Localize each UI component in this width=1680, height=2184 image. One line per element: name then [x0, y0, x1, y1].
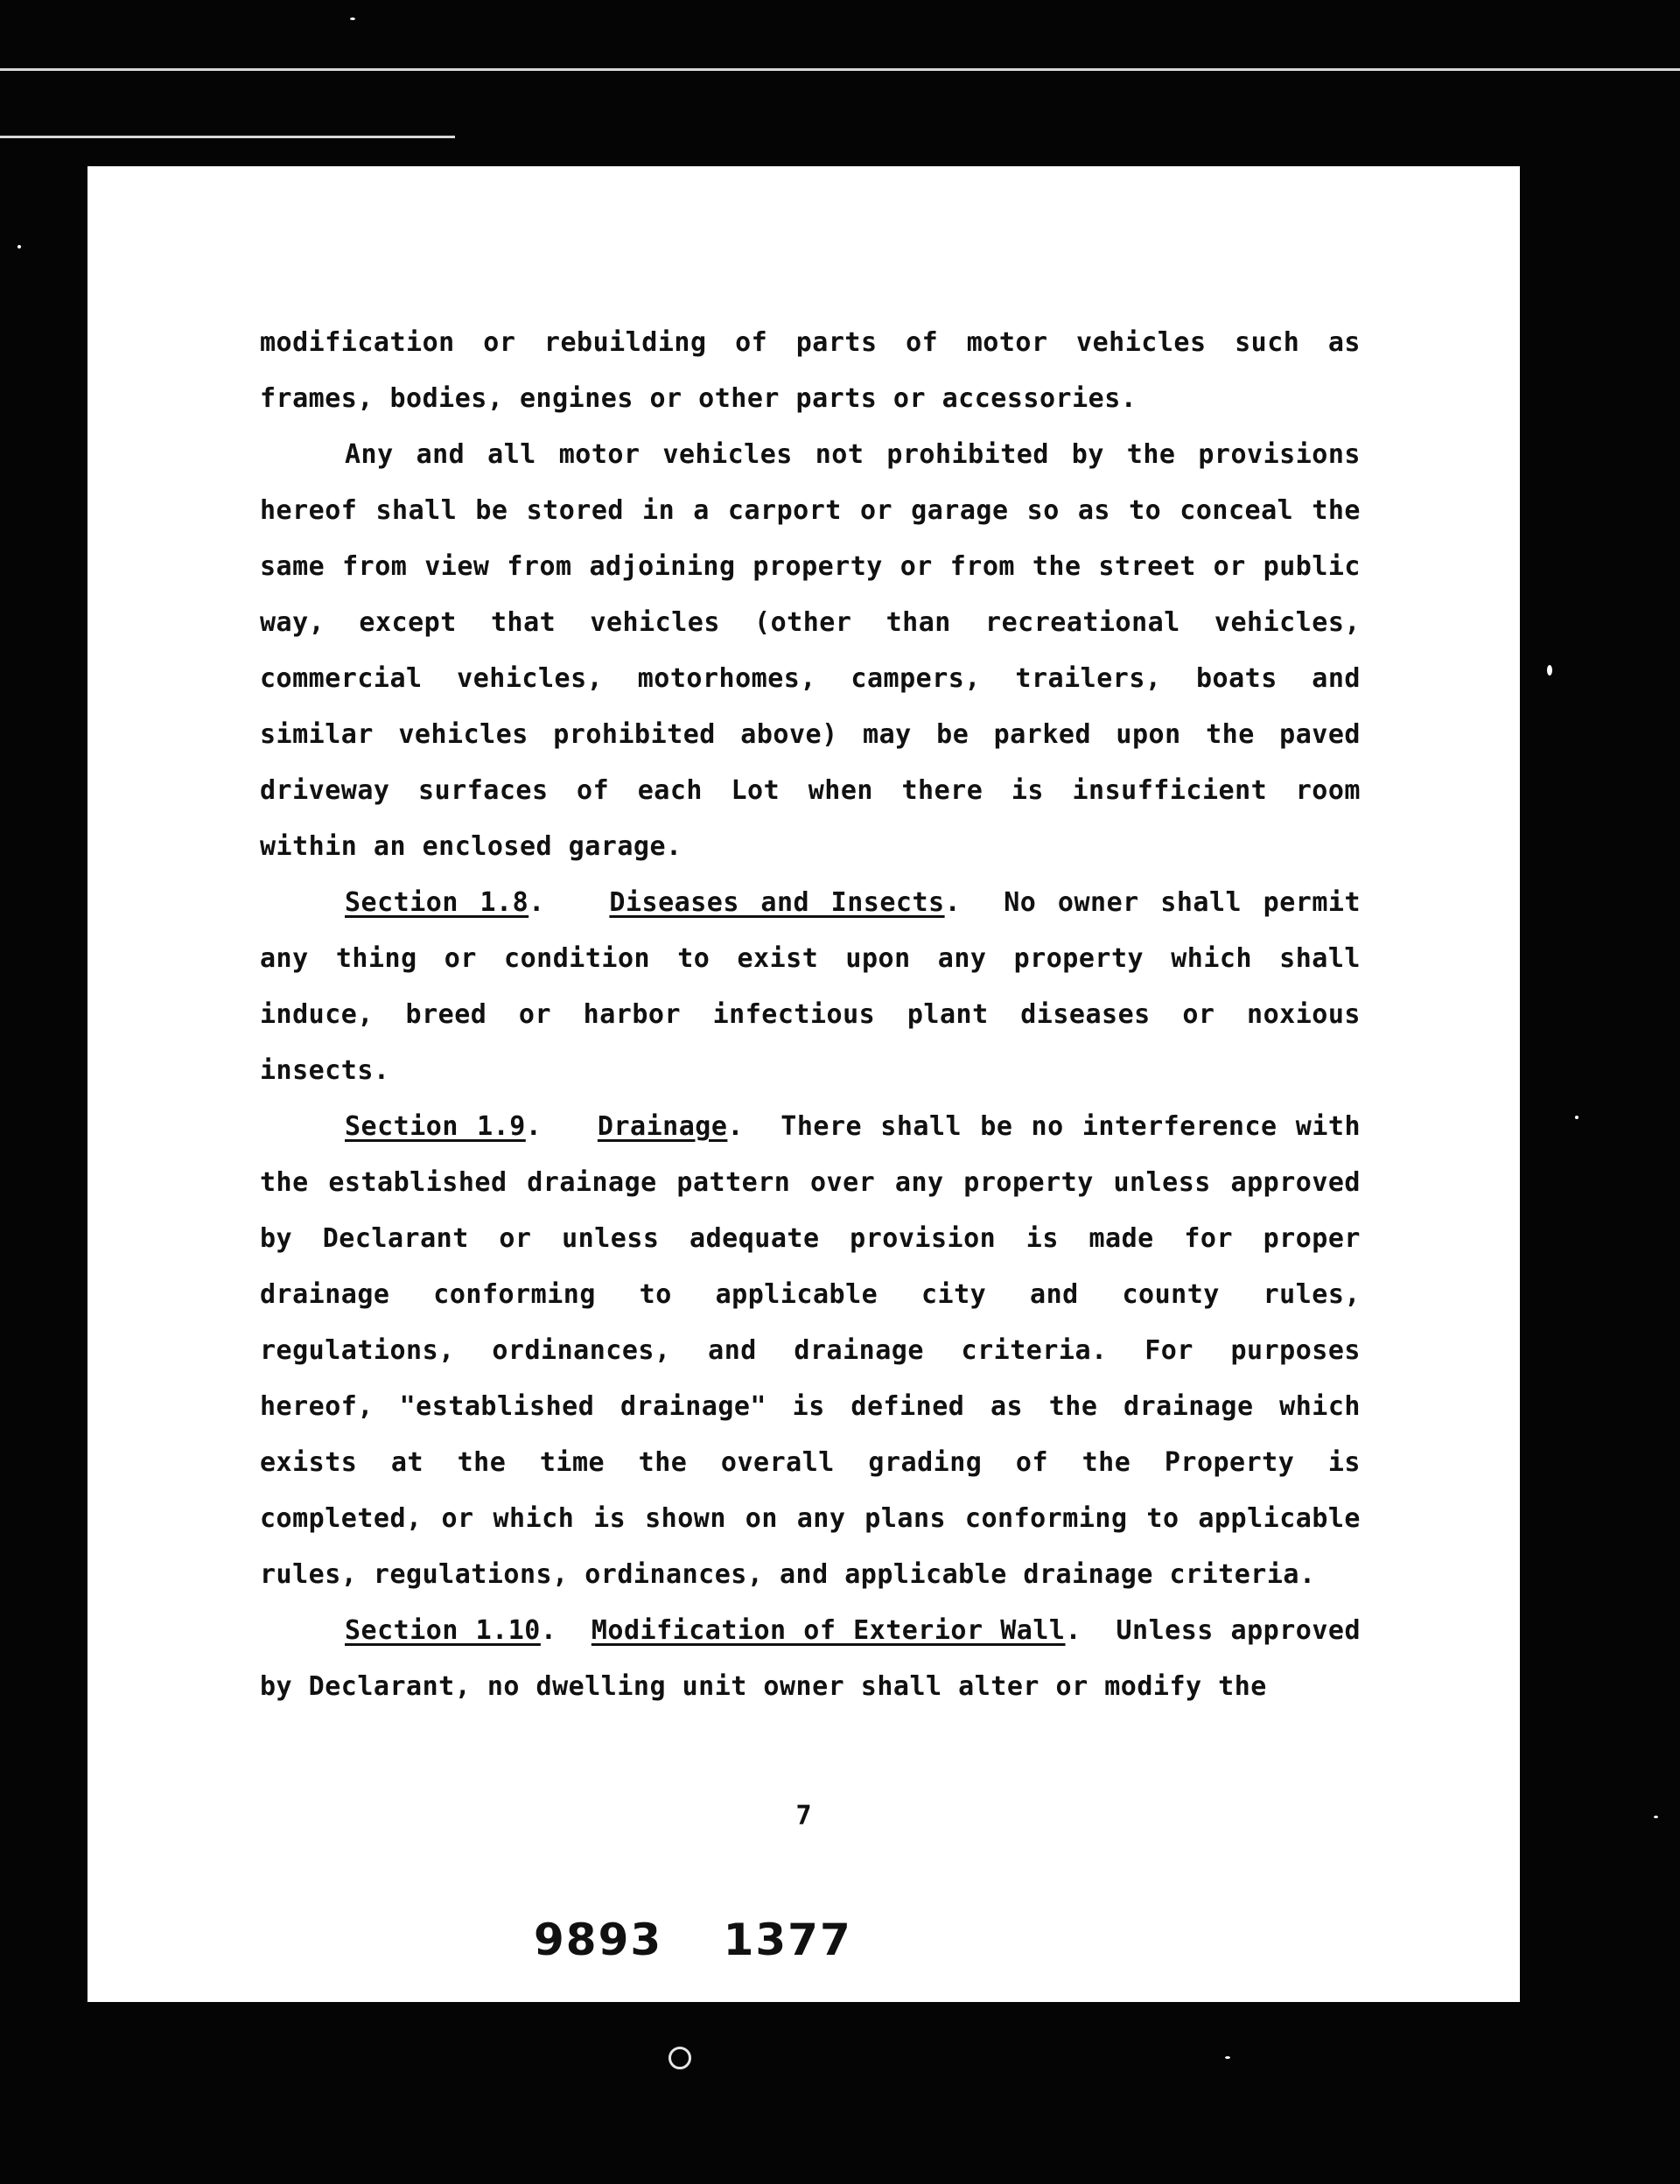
document-page — [88, 166, 1520, 2002]
section-1-8-number: Section 1.8 — [345, 887, 529, 918]
scan-line-second — [0, 136, 455, 138]
section-1-9-number: Section 1.9 — [345, 1111, 526, 1142]
scan-speck — [1654, 1816, 1658, 1818]
section-1-9-body: There shall be no interference with the established drainage pattern over any property unless approved by Declarant or unless adequate provision is made for proper drainage conforming to applicable city and county rules, regulations, ordinances, and drainage criteria. For purposes hereof, "established drainage" is defined as the drainage which exists at the time the overall grading of the Property is completed, or which is shown on any plans conforming to applicable rules, regulations, ordinances, and applicable drainage criteria. — [260, 1111, 1362, 1590]
scan-speck — [1575, 1116, 1578, 1119]
section-1-8-title: Diseases and Insects — [609, 887, 945, 918]
scan-speck — [18, 245, 21, 248]
recording-stamp — [534, 1914, 852, 1965]
paragraph-vehicle-storage — [260, 427, 1361, 875]
document-body — [260, 315, 1361, 1715]
section-1-10-number: Section 1.10 — [345, 1615, 541, 1646]
scan-speck — [350, 18, 355, 20]
page-number: 7 — [795, 1801, 812, 1831]
section-1-9: Section 1.9. Drainage. There shall be no interference with the established drainage pattern over any property unless approved by Declarant or unless adequate provision is made for proper drainage conforming to applicable city and county rules, regulations, ordinances, and drainage criteria. For purposes hereof, "established drainage" is defined as the drainage which exists at the time the overall grading of the Property is completed, or which is shown on any plans conforming to applicable rules, regulations, ordinances, and applicable drainage criteria. — [260, 1111, 1362, 1590]
section-1-8: Section 1.8. Diseases and Insects. No owner shall permit any thing or condition to exist upon any property which shall induce, breed or harbor infectious plant diseases or noxious insects. — [260, 887, 1361, 1086]
scan-artifact-ring — [668, 2047, 691, 2069]
scan-speck — [1547, 665, 1552, 676]
recording-stamp-page: 1377 — [723, 1914, 852, 1965]
paragraph-continuation — [260, 315, 1361, 427]
section-1-9-title: Drainage — [597, 1111, 728, 1142]
section-1-10-title: Modification of Exterior Wall — [591, 1615, 1066, 1646]
paragraph-continuation-text: modification or rebuilding of parts of motor vehicles such as frames, bodies, engines or other parts or accessories. — [260, 327, 1361, 414]
scan-line-top — [0, 68, 1680, 71]
section-1-10: Section 1.10. Modification of Exterior Wall. Unless approved by Declarant, no dwelling unit owner shall alter or modify the — [260, 1615, 1362, 1702]
scan-speck — [1225, 2056, 1230, 2059]
paragraph-vehicle-storage-text: Any and all motor vehicles not prohibited by the provisions hereof shall be stored in a carport or garage so as to conceal the same from view from adjoining property or from the street or public way, except that vehicles (other than recreational vehicles, commercial vehicles, motorhomes, campers, trailers, boats and similar vehicles prohibited above) may be parked upon the paved driveway surfaces of each Lot when there is insufficient room within an enclosed garage. — [260, 439, 1361, 862]
section-1-8-body: No owner shall permit any thing or condition to exist upon any property which shall induce, breed or harbor infectious plant diseases or noxious insects. — [260, 887, 1361, 1086]
recording-stamp-book: 9893 — [534, 1914, 663, 1965]
section-1-10-body: Unless approved by Declarant, no dwelling unit owner shall alter or modify the — [260, 1615, 1362, 1702]
